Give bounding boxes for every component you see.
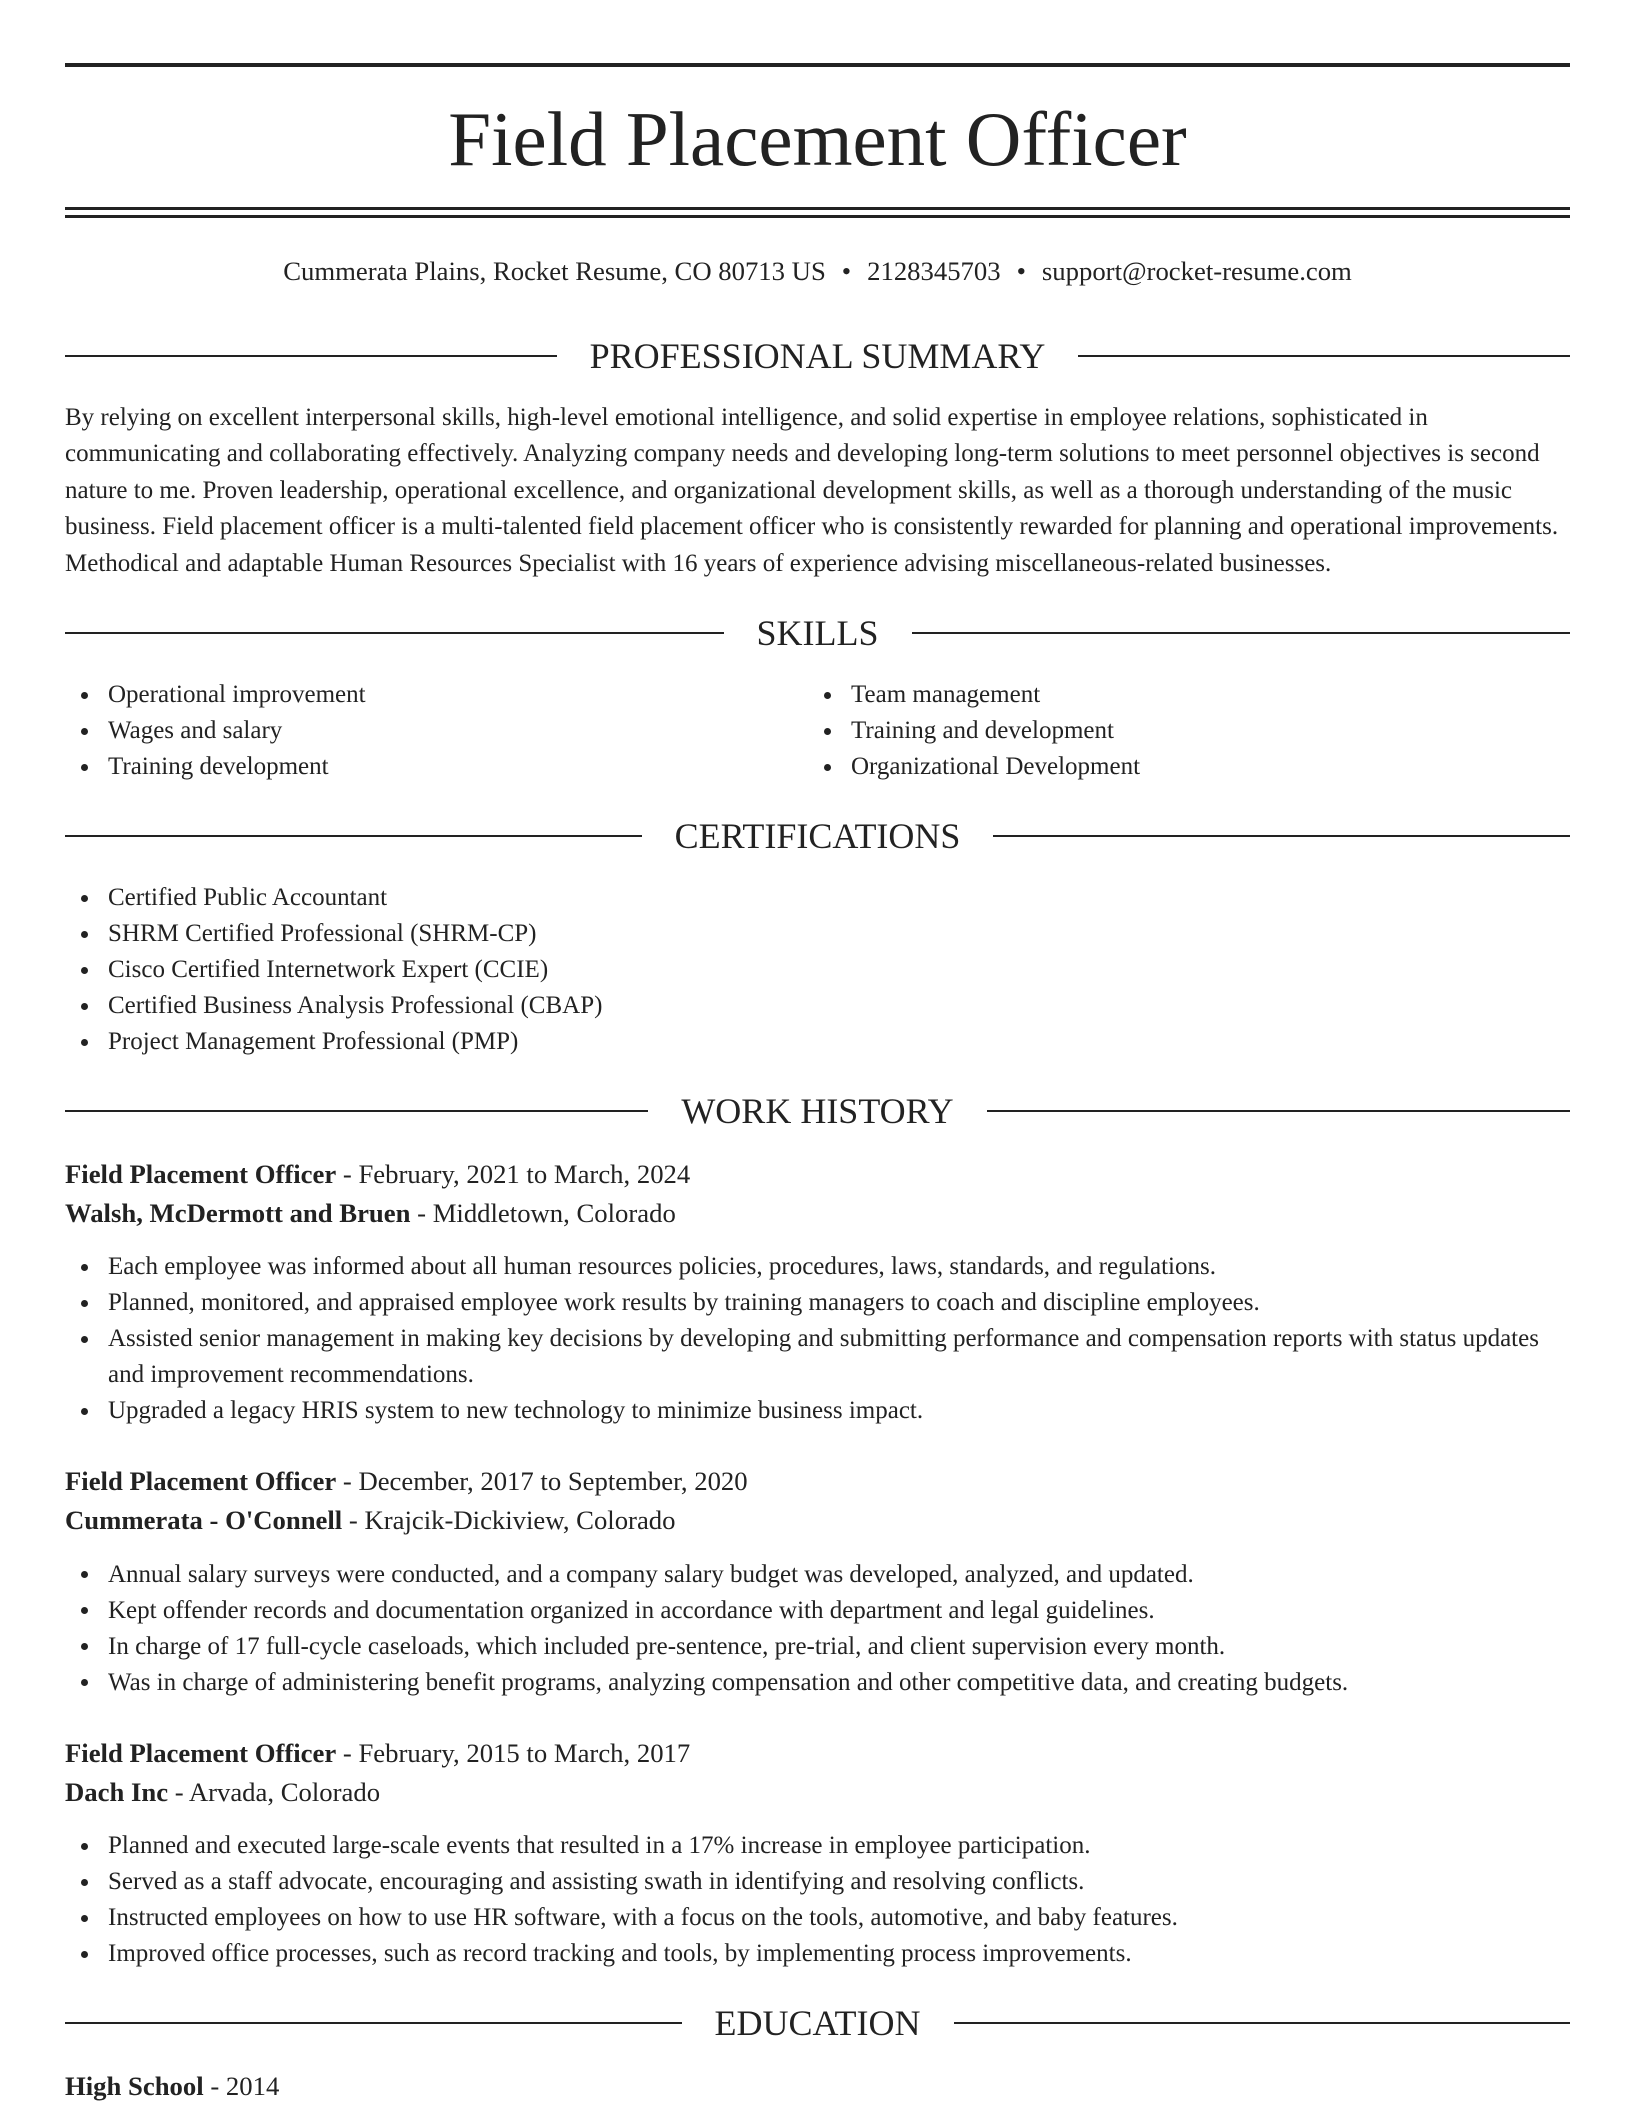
certification-list bbox=[65, 880, 1570, 1060]
education-separator: - bbox=[210, 2070, 220, 2101]
professional-summary-section bbox=[65, 332, 1570, 582]
job-bullet: Assisted senior management in making key decisions by developing and submitting performance and compensation reports with status updates and improvement recommendations. bbox=[108, 1321, 1570, 1393]
contact-email: support@rocket-resume.com bbox=[1041, 256, 1352, 286]
certification-item: SHRM Certified Professional (SHRM-CP) bbox=[108, 916, 1570, 952]
job-bullet: Upgraded a legacy HRIS system to new technology to minimize business impact. bbox=[108, 1393, 1570, 1429]
heading-rule-right bbox=[912, 632, 1571, 634]
job-bullet: Planned, monitored, and appraised employee work results by training managers to coach and discipline employees. bbox=[108, 1285, 1570, 1321]
header-top-rule bbox=[65, 63, 1570, 67]
job-title-line bbox=[65, 1155, 1570, 1194]
contact-phone: 2128345703 bbox=[867, 256, 1001, 286]
certification-item: Project Management Professional (PMP) bbox=[108, 1024, 1570, 1060]
job-entry bbox=[65, 1734, 1570, 1973]
job-separator: - bbox=[348, 1505, 358, 1536]
job-dates: February, 2021 to March, 2024 bbox=[358, 1158, 691, 1189]
section-title: EDUCATION bbox=[714, 2003, 921, 2044]
job-separator: - bbox=[417, 1197, 427, 1228]
heading-rule-right bbox=[993, 835, 1570, 837]
skill-item: Team management bbox=[851, 677, 1570, 713]
job-bullet: Improved office processes, such as record tracking and tools, by implementing process improvements. bbox=[108, 1936, 1570, 1972]
job-bullets bbox=[65, 1828, 1570, 1972]
certifications-section bbox=[65, 812, 1570, 1060]
skills-grid bbox=[65, 677, 1570, 785]
job-location: Arvada, Colorado bbox=[188, 1776, 381, 1807]
page-title: Field Placement Officer bbox=[448, 96, 1187, 182]
skill-item: Operational improvement bbox=[108, 677, 808, 713]
job-bullets bbox=[65, 1249, 1570, 1429]
job-bullet: Planned and executed large-scale events that resulted in a 17% increase in employee participation. bbox=[108, 1828, 1570, 1864]
job-bullet: Was in charge of administering benefit programs, analyzing compensation and other competitive data, and creating budgets. bbox=[108, 1665, 1570, 1701]
contact-separator: • bbox=[1016, 256, 1026, 286]
section-heading-work-history bbox=[65, 1087, 1570, 1135]
job-employer-line bbox=[65, 1194, 1570, 1233]
job-company: Walsh, McDermott and Bruen bbox=[65, 1197, 411, 1228]
section-heading-education bbox=[65, 1999, 1570, 2047]
job-title: Field Placement Officer bbox=[65, 1158, 337, 1189]
heading-rule-right bbox=[1078, 355, 1570, 357]
section-heading-summary bbox=[65, 332, 1570, 380]
education-entry bbox=[65, 2067, 1570, 2106]
heading-rule-right bbox=[954, 2022, 1571, 2024]
job-separator: - bbox=[342, 1466, 352, 1497]
heading-rule-left bbox=[65, 2022, 682, 2024]
job-separator: - bbox=[342, 1737, 352, 1768]
job-separator: - bbox=[342, 1158, 352, 1189]
skills-column-left bbox=[65, 677, 808, 785]
job-dates: December, 2017 to September, 2020 bbox=[358, 1466, 748, 1497]
skills-section bbox=[65, 609, 1570, 785]
certification-item: Cisco Certified Internetwork Expert (CCIE) bbox=[108, 952, 1570, 988]
certification-item: Certified Public Accountant bbox=[108, 880, 1570, 916]
section-title: CERTIFICATIONS bbox=[674, 816, 961, 857]
heading-rule-right bbox=[987, 1110, 1570, 1112]
job-title-line bbox=[65, 1734, 1570, 1773]
section-heading-certifications bbox=[65, 812, 1570, 860]
skill-item: Wages and salary bbox=[108, 713, 808, 749]
contact-address: Cummerata Plains, Rocket Resume, CO 80713 US bbox=[283, 256, 826, 286]
skill-item: Training development bbox=[108, 749, 808, 785]
job-title-line bbox=[65, 1462, 1570, 1501]
job-dates: February, 2015 to March, 2017 bbox=[358, 1737, 691, 1768]
summary-paragraph: By relying on excellent interpersonal skills, high-level emotional intelligence, and solid expertise in employee relations, sophisticated in communicating and collaborating effectively. Analyzing company needs and developing long-term solutions to meet personnel objectives is second nature to me. Proven leadership, operational excellence, and organizational development skills, as well as a thorough understanding of the music business. Field placement officer is a multi-talented field placement officer who is consistently rewarded for planning and operational improvements. Methodical and adaptable Human Resources Specialist with 16 years of experience advising miscellaneous-related businesses. bbox=[65, 404, 1559, 577]
contact-separator: • bbox=[841, 256, 852, 286]
education-section bbox=[65, 1999, 1570, 2106]
job-company: Cummerata - O'Connell bbox=[65, 1505, 343, 1536]
education-year: 2014 bbox=[225, 2070, 280, 2101]
heading-rule-left bbox=[65, 1110, 648, 1112]
header-double-rule bbox=[65, 207, 1570, 218]
job-location: Krajcik-Dickiview, Colorado bbox=[364, 1505, 676, 1536]
heading-rule-left bbox=[65, 632, 724, 634]
job-entry bbox=[65, 1155, 1570, 1430]
job-bullets bbox=[65, 1557, 1570, 1701]
work-history-section bbox=[65, 1087, 1570, 1972]
section-title: SKILLS bbox=[756, 613, 879, 654]
section-heading-skills bbox=[65, 609, 1570, 657]
job-bullet: Served as a staff advocate, encouraging and assisting swath in identifying and resolving conflicts. bbox=[108, 1864, 1570, 1900]
section-title: PROFESSIONAL SUMMARY bbox=[589, 336, 1046, 376]
job-title: Field Placement Officer bbox=[65, 1466, 337, 1497]
section-title: WORK HISTORY bbox=[681, 1091, 954, 1132]
job-separator: - bbox=[174, 1776, 184, 1807]
contact-line bbox=[65, 253, 1570, 289]
skill-item: Organizational Development bbox=[851, 749, 1570, 785]
job-location: Middletown, Colorado bbox=[432, 1197, 676, 1228]
job-employer-line bbox=[65, 1501, 1570, 1540]
certification-item: Certified Business Analysis Professional (CBAP) bbox=[108, 988, 1570, 1024]
skill-item: Training and development bbox=[851, 713, 1570, 749]
job-bullet: In charge of 17 full-cycle caseloads, which included pre-sentence, pre-trial, and client supervision every month. bbox=[108, 1629, 1570, 1665]
job-entry bbox=[65, 1462, 1570, 1701]
job-title: Field Placement Officer bbox=[65, 1737, 337, 1768]
heading-rule-left bbox=[65, 835, 642, 837]
job-bullet: Kept offender records and documentation organized in accordance with department and legal guidelines. bbox=[108, 1593, 1570, 1629]
job-employer-line bbox=[65, 1773, 1570, 1812]
job-company: Dach Inc bbox=[65, 1776, 169, 1807]
skills-column-right bbox=[808, 677, 1570, 785]
education-degree: High School bbox=[65, 2070, 204, 2101]
job-bullet: Instructed employees on how to use HR software, with a focus on the tools, automotive, and baby features. bbox=[108, 1900, 1570, 1936]
job-bullet: Annual salary surveys were conducted, and a company salary budget was developed, analyzed, and updated. bbox=[108, 1557, 1570, 1593]
job-bullet: Each employee was informed about all human resources policies, procedures, laws, standards, and regulations. bbox=[108, 1249, 1570, 1285]
heading-rule-left bbox=[65, 355, 557, 357]
